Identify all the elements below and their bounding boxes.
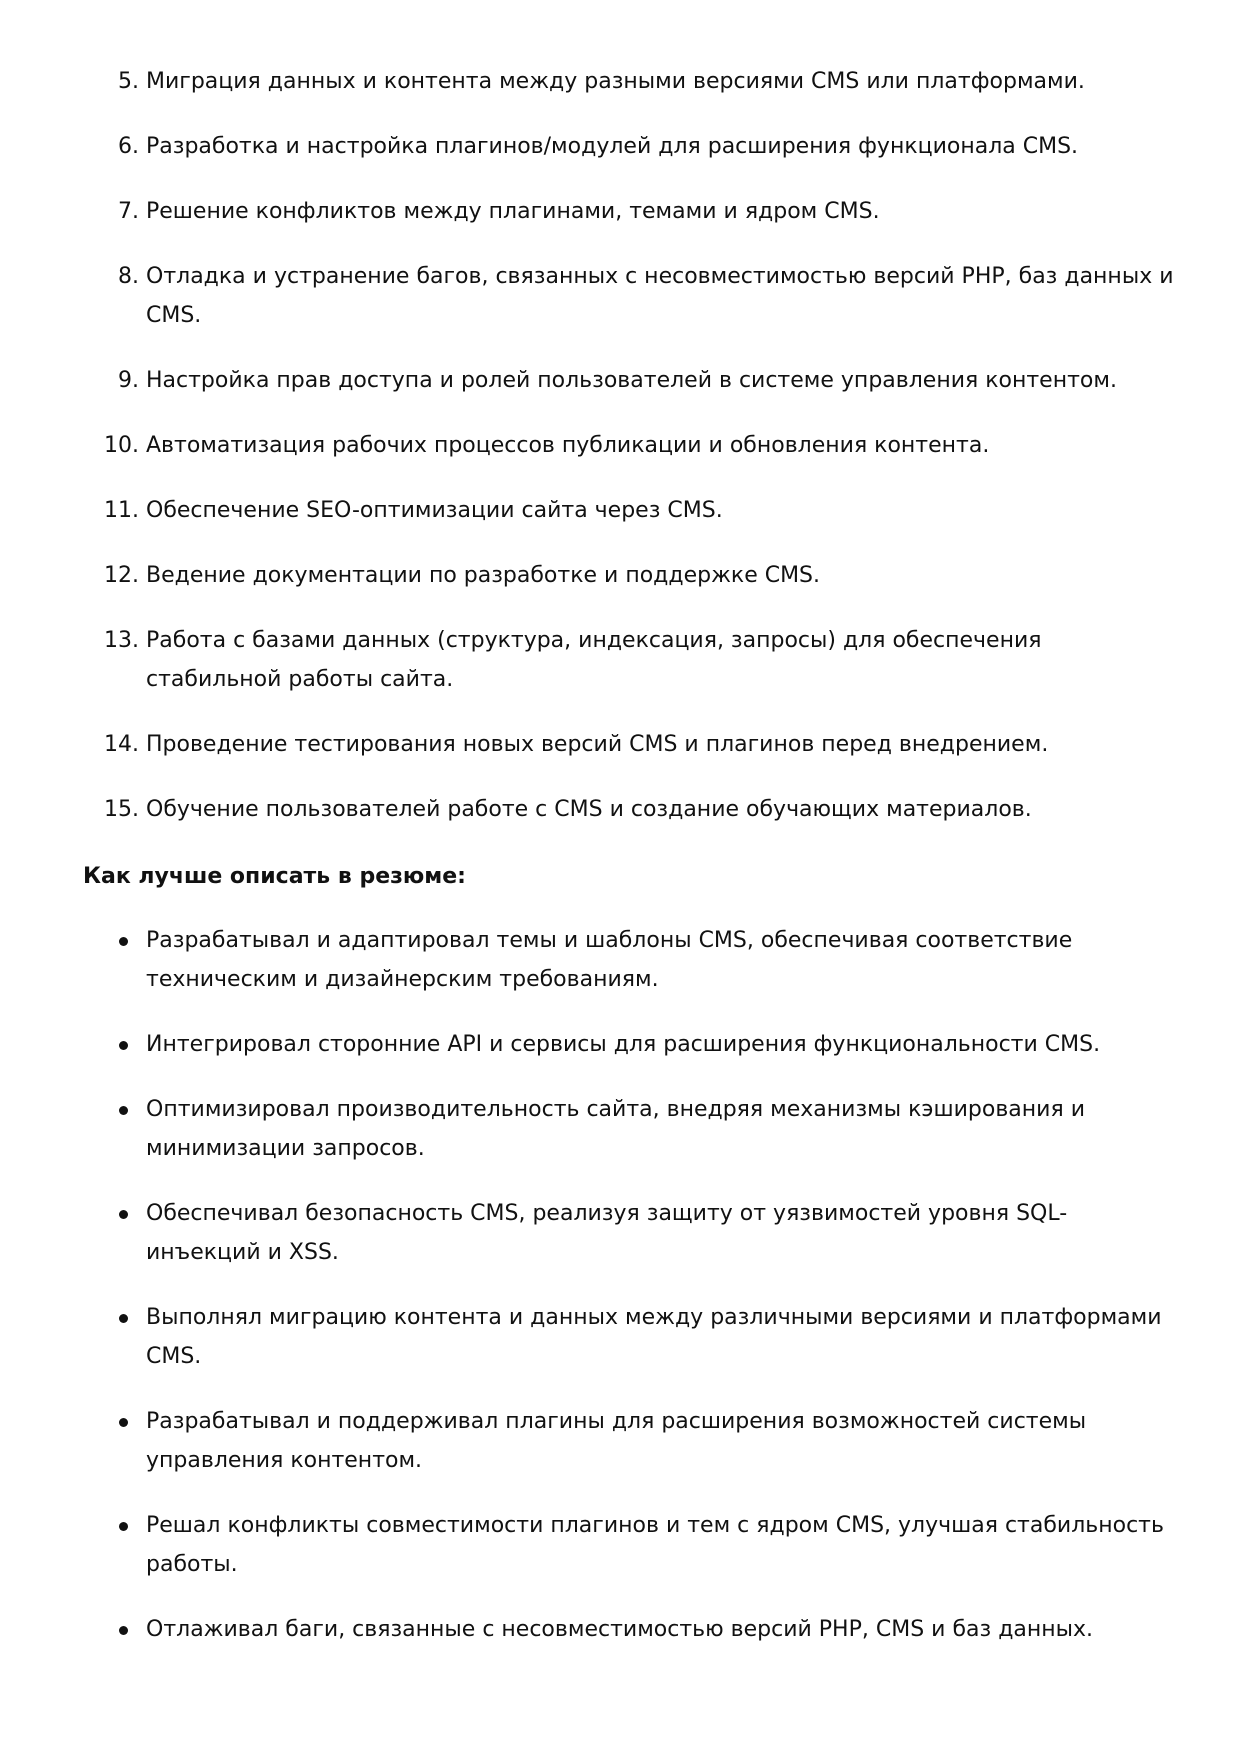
bullet-item — [0, 921, 1239, 999]
list-item-number: 14. — [104, 732, 139, 757]
bullet-item — [0, 1402, 1239, 1480]
list-item-number: 10. — [104, 433, 139, 458]
list-item — [0, 426, 1239, 465]
bullet-dot-icon — [119, 1626, 128, 1635]
list-item-number: 11. — [104, 498, 139, 523]
list-item — [0, 621, 1239, 699]
bullet-item-text: Решал конфликты совместимости плагинов и тем с ядром CMS, улучшая стабильность работы. — [146, 1513, 1164, 1577]
bullet-item-text: Разрабатывал и поддерживал плагины для расширения возможностей системы управления контентом. — [146, 1409, 1087, 1473]
bullet-item-text: Разрабатывал и адаптировал темы и шаблоны CMS, обеспечивая соответствие техническим и дизайнерским требованиям. — [146, 928, 1073, 992]
list-item-text: Миграция данных и контента между разными версиями CMS или платформами. — [146, 69, 1085, 94]
list-item — [0, 790, 1239, 829]
bullet-item — [0, 1610, 1239, 1649]
list-item — [0, 127, 1239, 166]
list-item — [0, 192, 1239, 231]
bullet-dot-icon — [119, 1418, 128, 1427]
list-item-text: Настройка прав доступа и ролей пользователей в системе управления контентом. — [146, 368, 1117, 393]
bullet-item-text: Отлаживал баги, связанные с несовместимостью версий PHP, CMS и баз данных. — [146, 1617, 1094, 1642]
bullet-item-text: Интегрировал сторонние API и сервисы для расширения функциональности CMS. — [146, 1032, 1101, 1057]
list-item — [0, 725, 1239, 764]
bullet-item-text: Оптимизировал производительность сайта, внедряя механизмы кэширования и минимизации запросов. — [146, 1097, 1085, 1161]
list-item-number: 8. — [118, 264, 139, 289]
section-heading: Как лучше описать в резюме: — [83, 864, 466, 889]
bullet-dot-icon — [119, 1041, 128, 1050]
bullet-dot-icon — [119, 1314, 128, 1323]
bullet-item — [0, 1025, 1239, 1064]
numbered-list — [0, 62, 1239, 855]
list-item — [0, 361, 1239, 400]
bullet-item — [0, 1194, 1239, 1272]
list-item-text: Обучение пользователей работе с CMS и создание обучающих материалов. — [146, 797, 1032, 822]
list-item — [0, 257, 1239, 335]
list-item — [0, 62, 1239, 101]
bullet-dot-icon — [119, 1106, 128, 1115]
bullet-dot-icon — [119, 1210, 128, 1219]
bullet-dot-icon — [119, 1522, 128, 1531]
bullet-item — [0, 1090, 1239, 1168]
list-item-text: Работа с базами данных (структура, индексация, запросы) для обеспечения стабильной работы сайта. — [146, 628, 1042, 692]
list-item-number: 9. — [118, 368, 139, 393]
bullet-item-text: Выполнял миграцию контента и данных между различными версиями и платформами CMS. — [146, 1305, 1162, 1369]
bullet-item-text: Обеспечивал безопасность CMS, реализуя защиту от уязвимостей уровня SQL-инъекций и XSS. — [146, 1201, 1068, 1265]
bullet-item — [0, 1298, 1239, 1376]
list-item-text: Ведение документации по разработке и поддержке CMS. — [146, 563, 821, 588]
list-item-number: 15. — [104, 797, 139, 822]
list-item-number: 7. — [118, 199, 139, 224]
bullet-item — [0, 1506, 1239, 1584]
list-item-number: 6. — [118, 134, 139, 159]
bullet-list — [0, 921, 1239, 1675]
list-item-text: Обеспечение SEO-оптимизации сайта через CMS. — [146, 498, 723, 523]
list-item-number: 12. — [104, 563, 139, 588]
list-item-text: Проведение тестирования новых версий CMS и плагинов перед внедрением. — [146, 732, 1049, 757]
list-item-text: Автоматизация рабочих процессов публикации и обновления контента. — [146, 433, 990, 458]
list-item-number: 5. — [118, 69, 139, 94]
list-item-text: Отладка и устранение багов, связанных с несовместимостью версий PHP, баз данных и CMS. — [146, 264, 1174, 328]
list-item-text: Разработка и настройка плагинов/модулей для расширения функционала CMS. — [146, 134, 1079, 159]
list-item-number: 13. — [104, 628, 139, 653]
list-item — [0, 491, 1239, 530]
list-item — [0, 556, 1239, 595]
bullet-dot-icon — [119, 937, 128, 946]
list-item-text: Решение конфликтов между плагинами, темами и ядром CMS. — [146, 199, 880, 224]
